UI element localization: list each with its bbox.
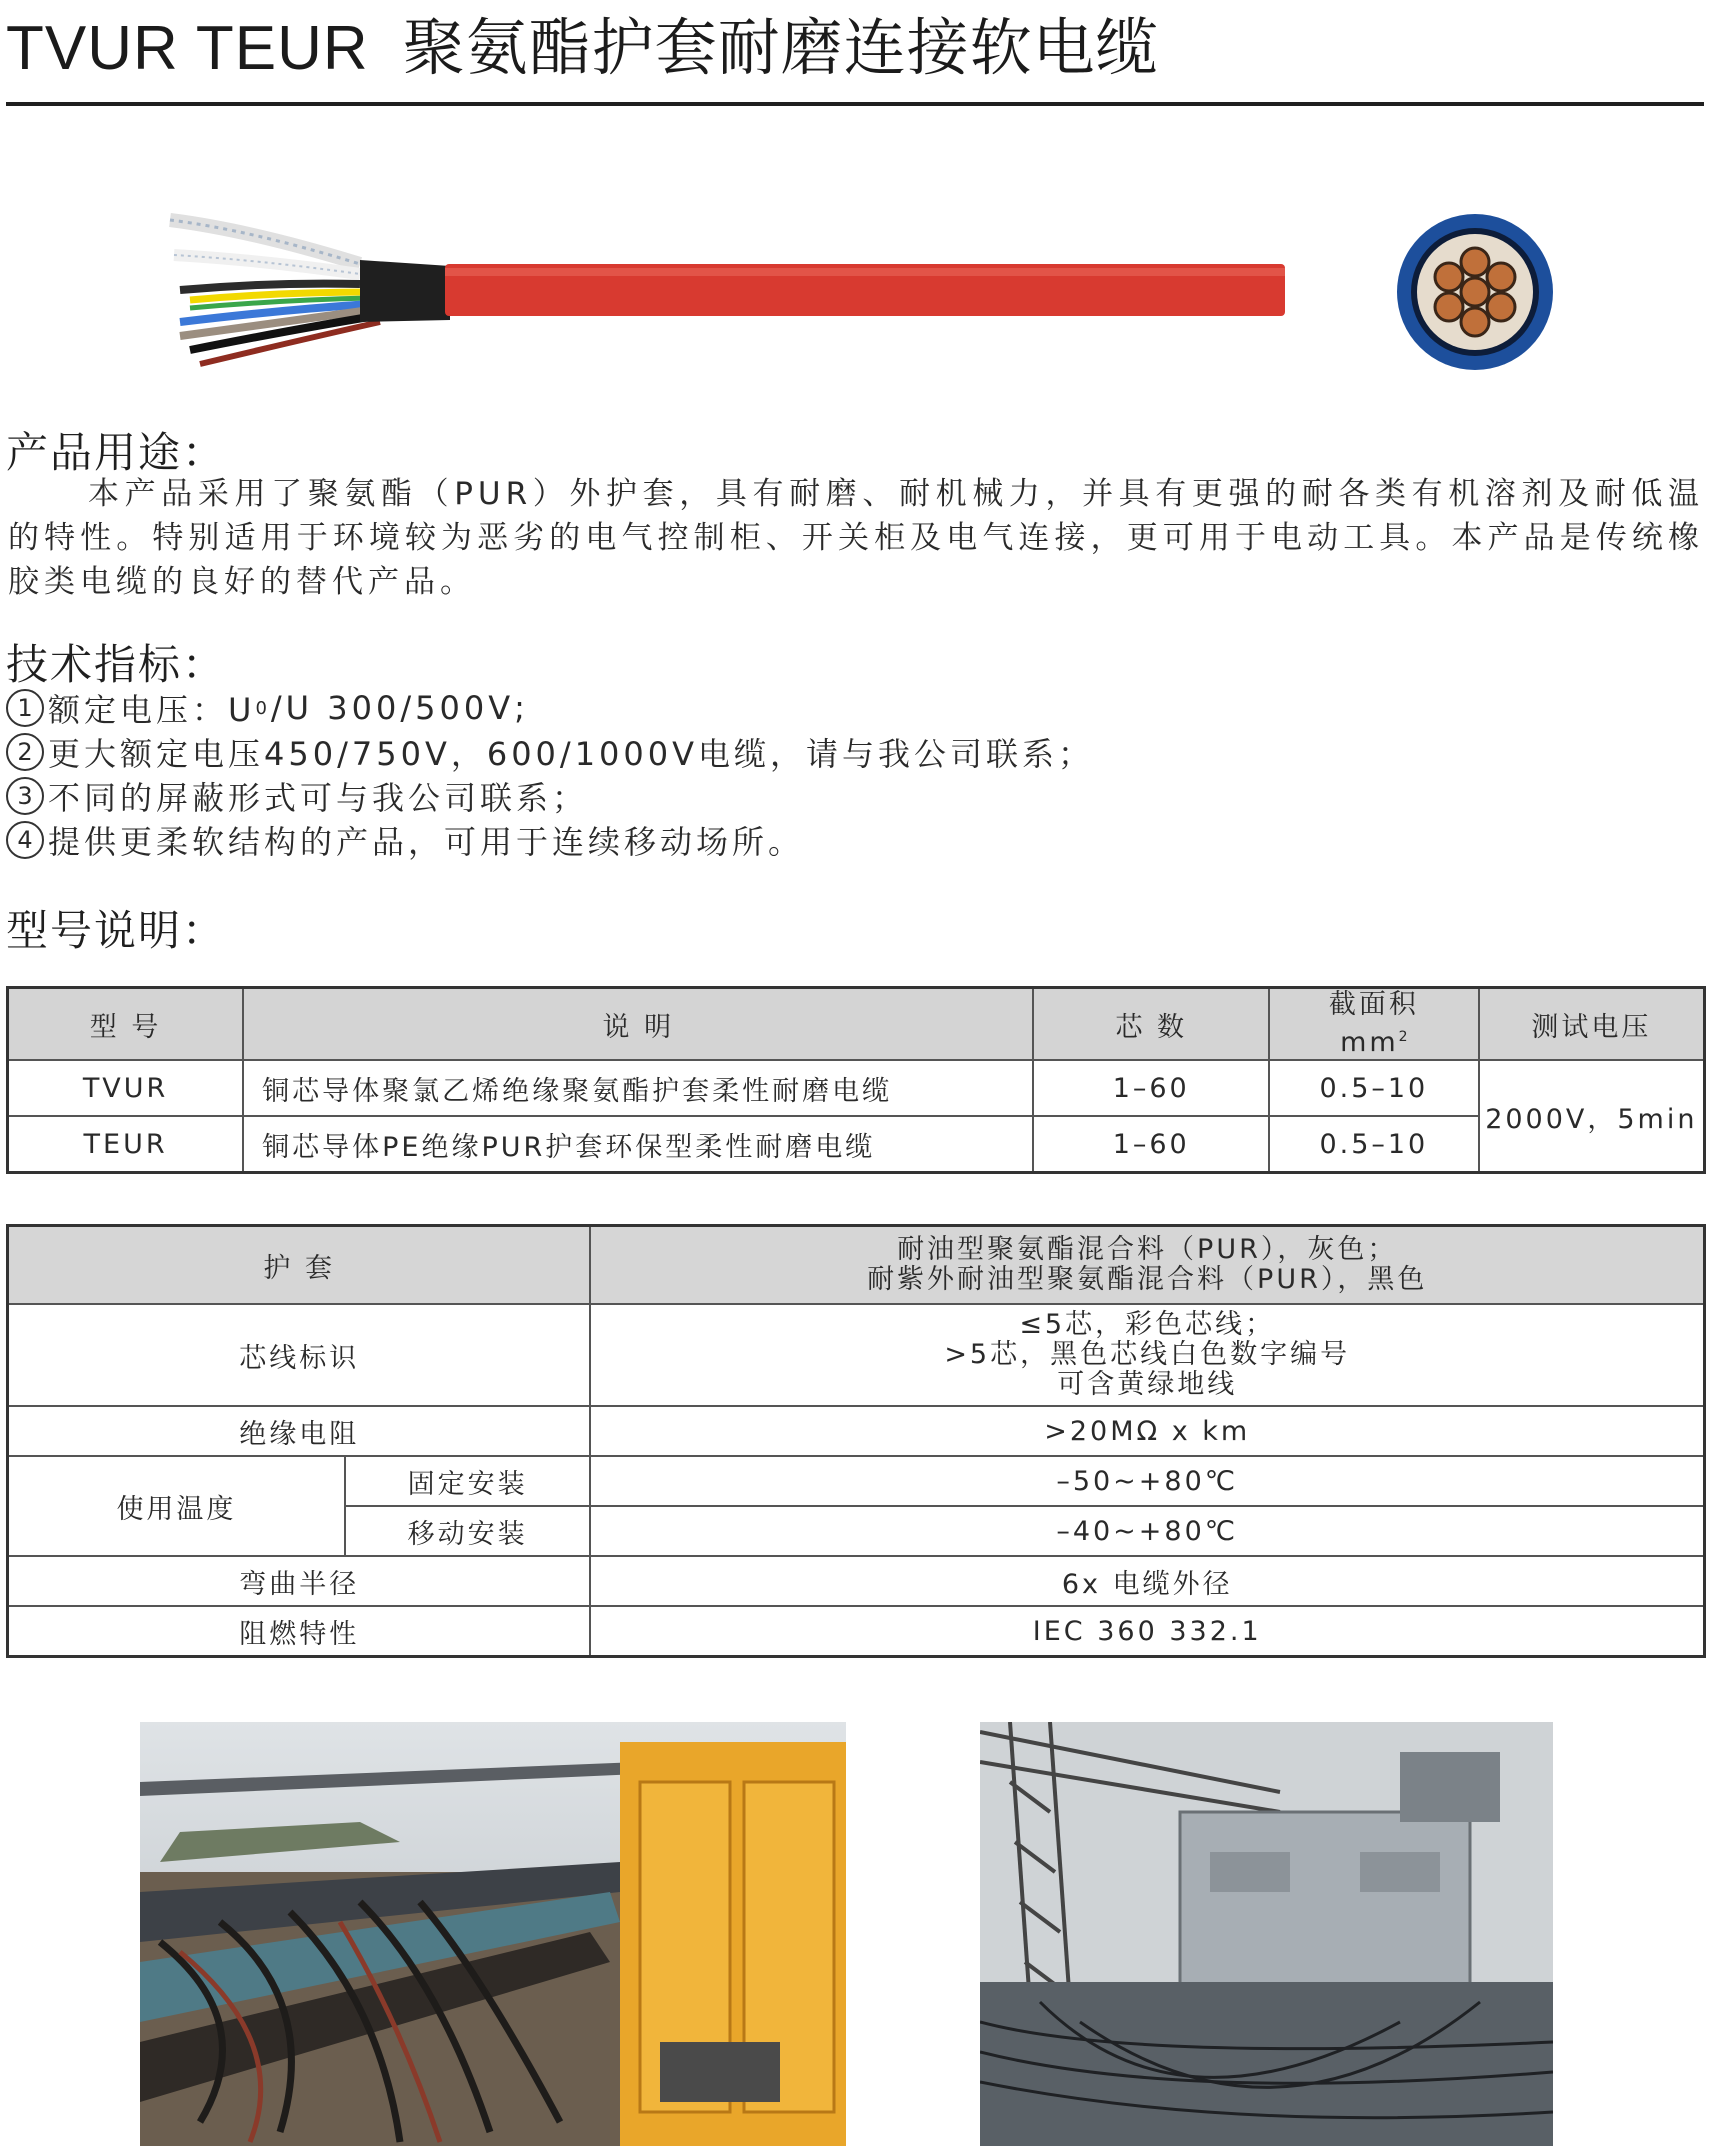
spec-subscript: 0: [255, 697, 271, 719]
flame-value: IEC 360 332.1: [590, 1606, 1704, 1657]
header-area-sup: 2: [1398, 1029, 1408, 1045]
spec-text-suffix: /U 300/500V;: [270, 689, 529, 727]
models-table: [6, 986, 1706, 1174]
header-desc: 说 明: [243, 988, 1033, 1061]
models-table-header: [8, 988, 1705, 1061]
row-bending: [8, 1556, 1705, 1606]
exposed-wires: [170, 220, 450, 364]
bending-value: 6x 电缆外径: [590, 1556, 1704, 1606]
cell-test-voltage: 2000V，5min: [1479, 1060, 1705, 1173]
row-core-id: [8, 1304, 1705, 1406]
spec-text: 更大额定电压450/750V，600/1000V电缆，请与我公司联系；: [48, 735, 1095, 773]
insulation-label: 绝缘电阻: [8, 1406, 591, 1456]
header-area-label: 截面积: [1328, 989, 1419, 1020]
row-flame: [8, 1606, 1705, 1657]
row-insulation: [8, 1406, 1705, 1456]
core-id-label: 芯线标识: [8, 1304, 591, 1406]
properties-table: [6, 1224, 1706, 1658]
core-id-value: [590, 1304, 1704, 1406]
cell-desc: 铜芯导体聚氯乙烯绝缘聚氨酯护套柔性耐磨电缆: [243, 1060, 1033, 1116]
cable-illustration: [160, 200, 1560, 380]
header-area: [1269, 988, 1479, 1061]
page-title: [6, 6, 1159, 90]
sheath-value-line: 耐紫外耐油型聚氨酯混合料（PUR），黑色: [867, 1264, 1428, 1295]
usage-text: 本产品采用了聚氨酯（PUR）外护套，具有耐磨、耐机械力，并具有更强的耐各类有机溶剂及耐低温的特性。特别适用于环境较为恶劣的电气控制柜、开关柜及电气连接，更可用于电动工具。本产品是传统橡胶类电缆的良好的替代产品。: [8, 476, 1704, 600]
header-model: 型 号: [8, 988, 244, 1061]
bending-label: 弯曲半径: [8, 1556, 591, 1606]
table-row: [8, 1116, 1705, 1173]
spec-text: 额定电压：U: [48, 691, 256, 729]
usage-heading: 产品用途：: [6, 428, 227, 477]
core-id-value-line: >5芯，黑色芯线白色数字编号: [944, 1339, 1351, 1370]
insulation-value: >20MΩ x km: [590, 1406, 1704, 1456]
cell-model: TVUR: [8, 1060, 244, 1116]
cable-drawing: [160, 200, 1560, 380]
cell-cores: 1–60: [1033, 1060, 1269, 1116]
row-temp-fixed: [8, 1456, 1705, 1506]
core-id-value-line: ≤5芯，彩色芯线；: [1019, 1309, 1276, 1340]
temp-fixed-value: –50~+80℃: [590, 1456, 1704, 1506]
sheath-value: [590, 1226, 1704, 1305]
temp-mobile-value: –40~+80℃: [590, 1506, 1704, 1556]
flame-label: 阻燃特性: [8, 1606, 591, 1657]
sheath-value-line: 耐油型聚氨酯混合料（PUR），灰色；: [897, 1234, 1398, 1265]
spec-number: 4: [6, 821, 44, 859]
models-heading: 型号说明：: [6, 906, 227, 955]
title-divider: [6, 102, 1704, 106]
spec-item-2: [6, 730, 1094, 774]
temp-mobile-label: 移动安装: [345, 1506, 591, 1556]
spec-number: 1: [6, 689, 44, 727]
spec-number: 2: [6, 733, 44, 771]
title-models: TVUR TEUR: [6, 14, 369, 83]
temp-fixed-label: 固定安装: [345, 1456, 591, 1506]
temperature-label: 使用温度: [8, 1456, 345, 1556]
cell-area: 0.5–10: [1269, 1060, 1479, 1116]
header-cores: 芯 数: [1033, 988, 1269, 1061]
cell-area: 0.5–10: [1269, 1116, 1479, 1173]
core-id-value-line: 可含黄绿地线: [1057, 1369, 1238, 1400]
spec-item-1: [6, 686, 529, 730]
spec-item-4: [6, 818, 804, 862]
cell-desc: 铜芯导体PE绝缘PUR护套环保型柔性耐磨电缆: [243, 1116, 1033, 1173]
application-photo-ship-deck: [980, 1722, 1553, 2146]
header-voltage: 测试电压: [1479, 988, 1705, 1061]
header-area-unit: mm: [1340, 1027, 1399, 1058]
spec-text: 不同的屏蔽形式可与我公司联系；: [48, 779, 589, 817]
cell-model: TEUR: [8, 1116, 244, 1173]
title-chinese: 聚氨酯护套耐磨连接软电缆: [402, 11, 1159, 84]
cable-cross-section: [1397, 214, 1553, 370]
sheath-label: 护 套: [8, 1226, 591, 1305]
cell-cores: 1–60: [1033, 1116, 1269, 1173]
specs-heading: 技术指标：: [6, 640, 227, 689]
spec-item-3: [6, 774, 588, 818]
row-sheath: [8, 1226, 1705, 1305]
table-row: [8, 1060, 1705, 1116]
spec-text: 提供更柔软结构的产品，可用于连续移动场所。: [48, 823, 805, 861]
spec-number: 3: [6, 777, 44, 815]
application-photo-rail: [140, 1722, 846, 2146]
